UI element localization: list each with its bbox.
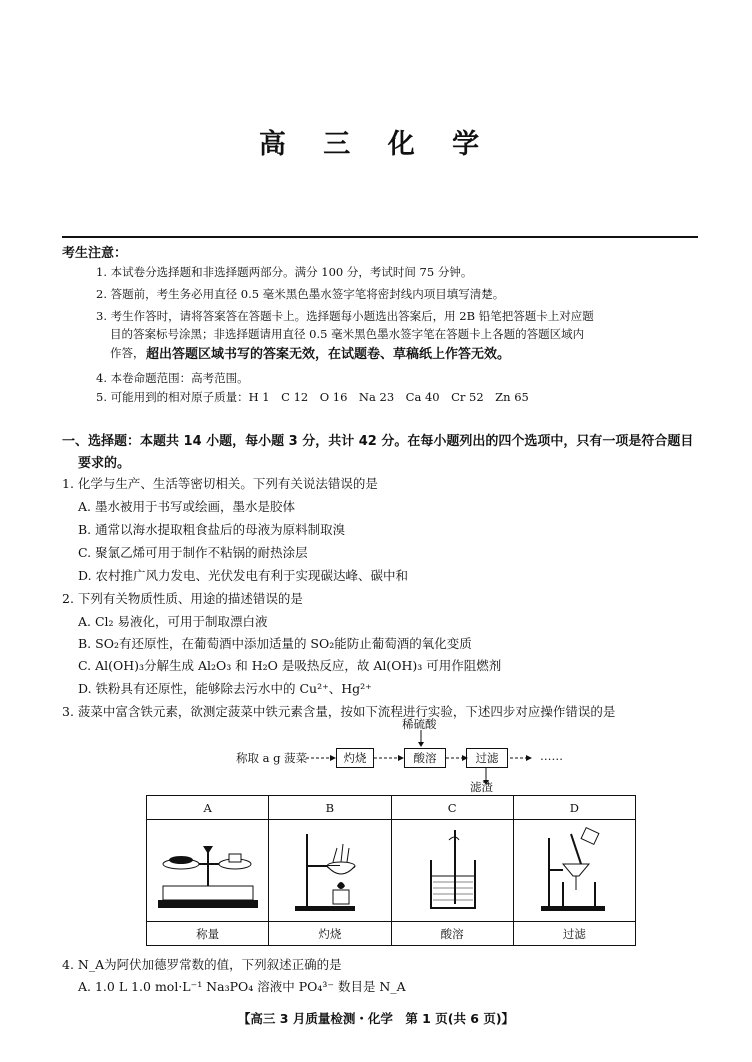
apparatus-table bbox=[146, 795, 636, 946]
notice-item: 目的答案标号涂黑；非选择题请用直径 0.5 毫米黑色墨水签字笔在答题卡上各题的答题区域内 bbox=[110, 327, 585, 341]
header-b: B bbox=[269, 796, 391, 820]
caption-b: 灼烧 bbox=[269, 922, 391, 946]
caption-c: 酸溶 bbox=[391, 922, 513, 946]
notice-item: 5. 可能用到的相对原子质量：H 1 C 12 O 16 Na 23 Ca 40 Cr 52 Zn 65 bbox=[96, 390, 529, 404]
question-1-option-b: B. 通常以海水提取粗食盐后的母液为原料制取溴 bbox=[78, 522, 346, 537]
flow-ellipsis: …… bbox=[540, 749, 563, 763]
caption-d: 过滤 bbox=[513, 922, 635, 946]
notice-item: 4. 本卷命题范围：高考范围。 bbox=[96, 371, 249, 385]
header-c: C bbox=[391, 796, 513, 820]
notice-item: 1. 本试卷分选择题和非选择题两部分。满分 100 分，考试时间 75 分钟。 bbox=[96, 265, 473, 279]
notice-heading: 考生注意： bbox=[62, 246, 128, 261]
question-1-option-a: A. 墨水被用于书写或绘画，墨水是胶体 bbox=[78, 499, 295, 514]
top-divider bbox=[62, 236, 698, 238]
caption-a: 称量 bbox=[147, 922, 269, 946]
header-d: D bbox=[513, 796, 635, 820]
question-1-stem: 1. 化学与生产、生活等密切相关。下列有关说法错误的是 bbox=[62, 476, 378, 491]
question-1-option-d: D. 农村推广风力发电、光伏发电有利于实现碳达峰、碳中和 bbox=[78, 568, 409, 583]
question-2-option-a: A. Cl₂ 易液化，可用于制取漂白液 bbox=[78, 614, 268, 629]
reagent-arrow bbox=[414, 730, 428, 748]
section-heading: 一、选择题：本题共 14 小题，每小题 3 分，共计 42 分。在每小题列出的四个选项中，只有一项是符合题目 bbox=[62, 434, 694, 449]
filter-icon bbox=[519, 824, 629, 914]
question-2-option-c: C. Al(OH)₃分解生成 Al₂O₃ 和 H₂O 是吸热反应，故 Al(OH)₃ 可用作阻燃剂 bbox=[78, 658, 502, 673]
flow-start: 称取 a g 菠菜 bbox=[236, 751, 308, 765]
header-a: A bbox=[147, 796, 269, 820]
question-1-option-c: C. 聚氯乙烯可用于制作不粘锅的耐热涂层 bbox=[78, 545, 308, 560]
question-2-stem: 2. 下列有关物质性质、用途的描述错误的是 bbox=[62, 591, 303, 606]
notice-emphasis: 超出答题区域书写的答案无效，在试题卷、草稿纸上作答无效。 bbox=[146, 347, 511, 362]
balance-icon bbox=[153, 824, 263, 914]
flow-step-acid: 酸溶 bbox=[404, 748, 446, 768]
question-4-stem: 4. N_A为阿伏加德罗常数的值，下列叙述正确的是 bbox=[62, 957, 342, 972]
flow-step-burn: 灼烧 bbox=[336, 748, 374, 768]
flow-step-filter: 过滤 bbox=[466, 748, 508, 768]
filter-figure bbox=[513, 820, 635, 922]
section-heading-cont: 要求的。 bbox=[78, 456, 131, 471]
question-4-option-a: A. 1.0 L 1.0 mol·L⁻¹ Na₃PO₄ 溶液中 PO₄³⁻ 数目是 N_A bbox=[78, 979, 406, 994]
question-2-option-d: D. 铁粉具有还原性，能够除去污水中的 Cu²⁺、Hg²⁺ bbox=[78, 681, 372, 696]
burning-figure bbox=[269, 820, 391, 922]
question-3-stem: 3. 菠菜中富含铁元素，欲测定菠菜中铁元素含量，按如下流程进行实验，下述四步对应操作错误的是 bbox=[62, 704, 616, 719]
notice-item: 3. 考生作答时，请将答案答在答题卡上。选择题每小题选出答案后，用 2B 铅笔把答题卡上对应题 bbox=[96, 309, 594, 323]
page-title: 高 三 化 学 bbox=[258, 129, 494, 160]
question-2-option-b: B. SO₂有还原性，在葡萄酒中添加适量的 SO₂能防止葡萄酒的氧化变质 bbox=[78, 636, 472, 651]
flow-reagent: 稀硫酸 bbox=[402, 717, 437, 731]
beaker-icon bbox=[397, 824, 507, 914]
notice-item: 2. 答题前，考生务必用直径 0.5 毫米黑色墨水签字笔将密封线内项目填写清楚。 bbox=[96, 287, 505, 301]
burning-icon bbox=[275, 824, 385, 914]
flow-residue: 滤渣 bbox=[470, 780, 493, 794]
balance-figure bbox=[147, 820, 269, 922]
page-footer: 【高三 3 月质量检测・化学 第 1 页(共 6 页)】 bbox=[237, 1011, 515, 1026]
notice-item: 作答， bbox=[110, 346, 145, 360]
acid-dissolve-figure bbox=[391, 820, 513, 922]
